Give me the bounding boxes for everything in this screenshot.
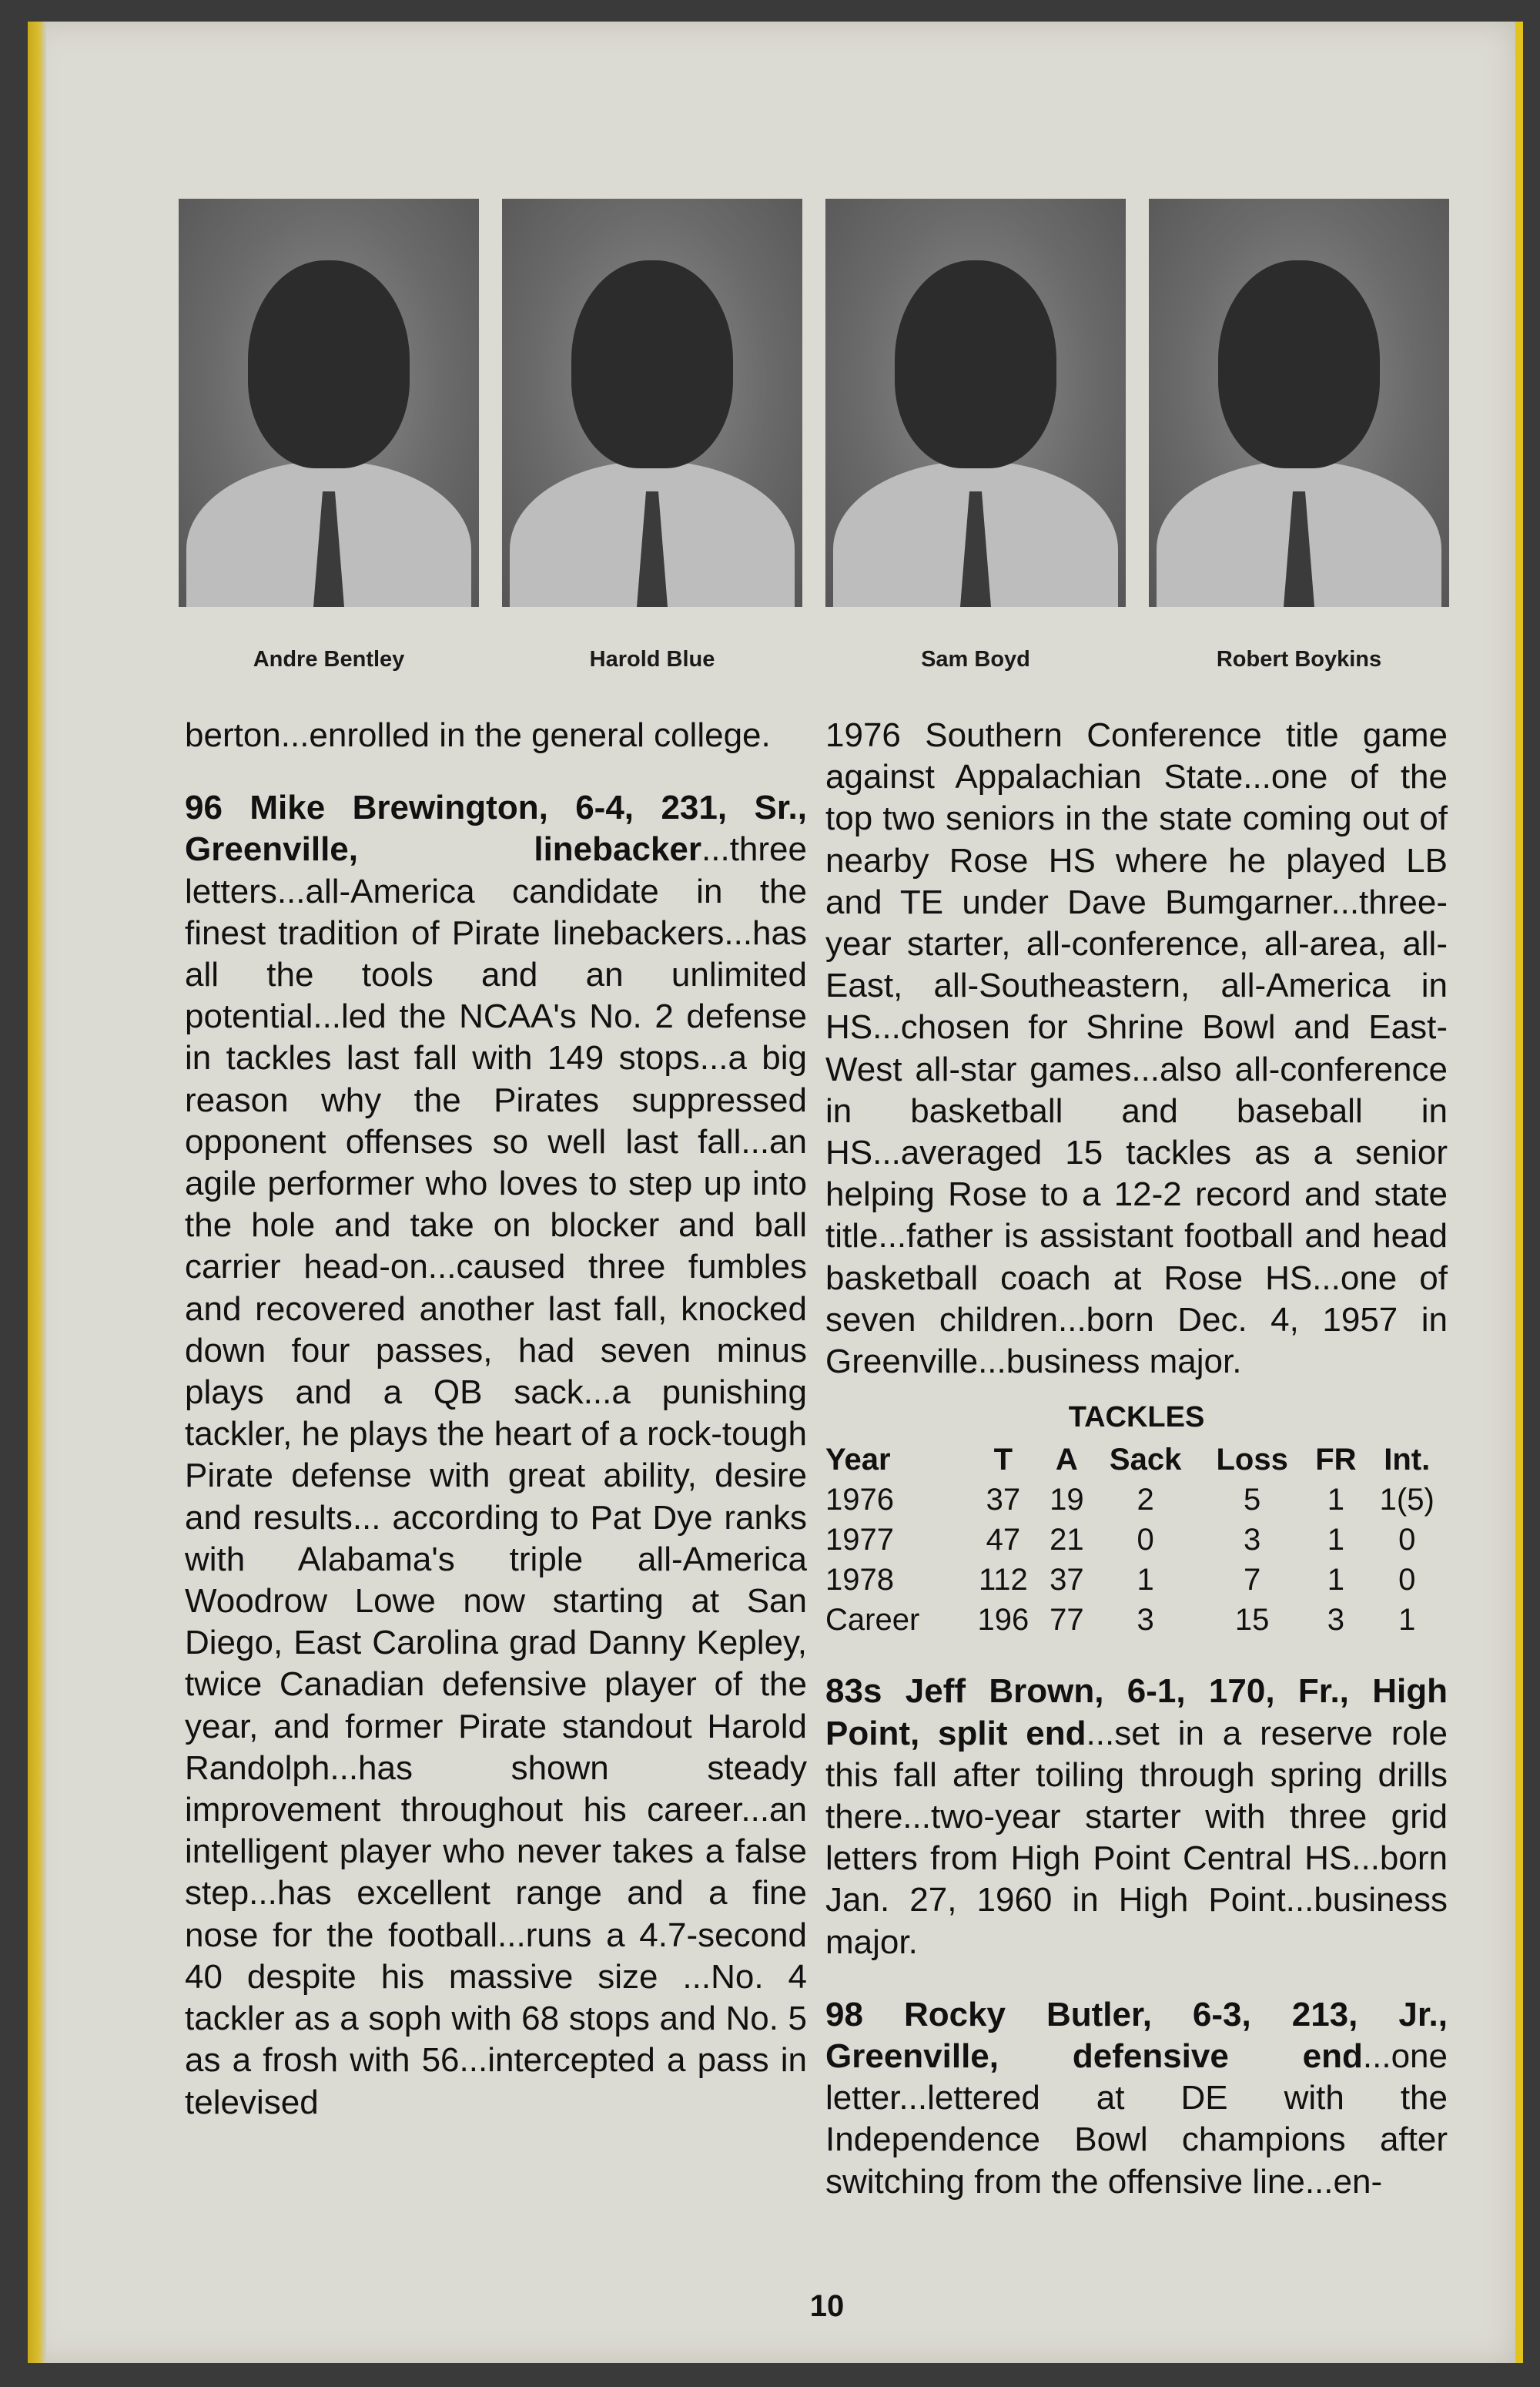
bio-jeff-brown	[825, 1671, 1448, 1963]
bio-text: ...one letter...lettered at DE with the Independence Bowl champions after switching from the offensive line...en-	[825, 2037, 1448, 2201]
table-row	[825, 1600, 1448, 1640]
left-column	[185, 715, 807, 2124]
table-cell: 0	[1398, 1523, 1416, 1557]
table-cell: 19	[1050, 1483, 1084, 1517]
table-cell: 3	[1244, 1523, 1261, 1557]
table-cell: Career	[825, 1603, 920, 1638]
table-cell: 7	[1244, 1563, 1261, 1597]
table-row	[825, 1520, 1448, 1560]
tackles-table-title: TACKLES	[1068, 1401, 1205, 1434]
bio-text: ...set in a reserve role this fall after toiling through spring drills there...two-year starter with three grid letters from High Point Central HS...born Jan. 27, 1960 in High Point...business major.	[825, 1714, 1448, 1961]
table-header-row	[825, 1440, 1448, 1480]
table-row	[825, 1480, 1448, 1520]
table-cell: 0	[1137, 1523, 1154, 1557]
table-cell: 47	[986, 1523, 1021, 1557]
table-header-cell: Year	[825, 1443, 891, 1477]
photo-harold-blue	[502, 199, 802, 607]
table-cell: 3	[1137, 1603, 1154, 1638]
photo-caption: Robert Boykins	[1216, 647, 1382, 672]
right-column	[825, 715, 1448, 2203]
table-header-cell: Int.	[1384, 1443, 1431, 1477]
table-cell: 0	[1398, 1563, 1416, 1597]
book-page	[28, 22, 1523, 2363]
table-header-cell: A	[1055, 1443, 1078, 1477]
table-cell: 37	[1050, 1563, 1084, 1597]
table-cell: 2	[1137, 1483, 1154, 1517]
page-spine	[28, 22, 46, 2363]
table-cell: 15	[1234, 1603, 1270, 1638]
photo-head	[248, 260, 410, 468]
bio-heading: 83s Jeff Brown, 6-1, 170, Fr., High Point, split end	[825, 1672, 1448, 1752]
bio-rocky-butler	[825, 1994, 1448, 2203]
table-cell: 1	[1327, 1563, 1345, 1597]
bio-heading: 96 Mike Brewington, 6-4, 231, Sr., Greenville, linebacker	[185, 789, 807, 869]
table-cell: 1	[1398, 1603, 1416, 1638]
table-cell: 1	[1327, 1523, 1345, 1557]
bio-continuation: 1976 Southern Conference title game against Appalachian State...one of the top two seniors in the state coming out of nearby Rose HS where he played LB and TE under Dave Bumgarner...three-year starter, all-conference, all-area, all-East, all-Southeastern, all-America in HS...chosen for Shrine Bowl and East-West all-star games...also all-conference in basketball and baseball in HS...averaged 15 tackles as a senior helping Rose to a 12-2 record and state title...father is assistant football and head basketball coach at Rose HS...one of seven children...born Dec. 4, 1957 in Greenville...business major.	[825, 716, 1448, 1381]
table-header-cell: T	[993, 1443, 1013, 1477]
photo-sam-boyd	[825, 199, 1126, 607]
bio-mike-brewington	[185, 787, 807, 2124]
photo-caption: Harold Blue	[589, 647, 715, 672]
table-row	[825, 1560, 1448, 1600]
table-cell: 21	[1050, 1523, 1084, 1557]
table-cell: 3	[1327, 1603, 1345, 1638]
table-cell: 196	[977, 1603, 1029, 1638]
table-cell: 1(5)	[1379, 1483, 1435, 1517]
table-cell: 112	[978, 1563, 1028, 1597]
table-cell: 1978	[825, 1563, 894, 1597]
table-cell: 5	[1244, 1483, 1261, 1517]
table-cell: 1976	[825, 1483, 894, 1517]
table-cell: 1	[1327, 1483, 1345, 1517]
tackles-table	[825, 1440, 1448, 1640]
photo-robert-boykins	[1149, 199, 1449, 607]
table-gap	[825, 1640, 1448, 1671]
photo-caption: Andre Bentley	[253, 647, 405, 672]
photo-caption: Sam Boyd	[921, 647, 1030, 672]
table-cell: 77	[1050, 1603, 1084, 1638]
page-number: 10	[809, 2289, 845, 2323]
table-header-cell: Loss	[1216, 1443, 1288, 1477]
table-body	[825, 1480, 1448, 1640]
bio-continuation: berton...enrolled in the general college.	[185, 716, 771, 754]
bio-heading: 98 Rocky Butler, 6-3, 213, Jr., Greenville, defensive end	[825, 1995, 1448, 2076]
photo-head	[571, 260, 733, 468]
photo-andre-bentley	[179, 199, 479, 607]
table-cell: 1977	[825, 1523, 894, 1557]
photo-head	[895, 260, 1056, 468]
bio-text: ...three letters...all-America candidate in the finest tradition of Pirate linebackers...has all the tools and an unlimited potential...led the NCAA's No. 2 defense in tackles last fall with 149 stops...a big reason why the Pirates suppressed opponent offenses so well last fall...an agile performer who loves to step up into the hole and take on blocker and ball carrier head-on...caused three fumbles and recovered another last fall, knocked down four passes, had seven minus plays and a QB sack...a punishing tackler, he plays the heart of a rock-tough Pirate defense with great ability, desire and results... according to Pat Dye ranks with Alabama's triple all-America Woodrow Lowe now starting at San Diego, East Carolina grad Danny Kepley, twice Canadian defensive player of the year, and former Pirate standout Harold Randolph...has shown steady improvement throughout his career...an intelligent player who never takes a false step...has excellent range and a fine nose for the football...runs a 4.7-second 40 despite his massive size ...No. 4 tackler as a soph with 68 stops and No. 5 as a frosh with 56...intercepted a pass in televised	[185, 830, 807, 2121]
table-cell: 1	[1137, 1563, 1154, 1597]
photo-head	[1218, 260, 1380, 468]
table-header-cell: FR	[1315, 1443, 1357, 1477]
table-header-cell: Sack	[1109, 1443, 1182, 1477]
table-cell: 37	[986, 1483, 1021, 1517]
